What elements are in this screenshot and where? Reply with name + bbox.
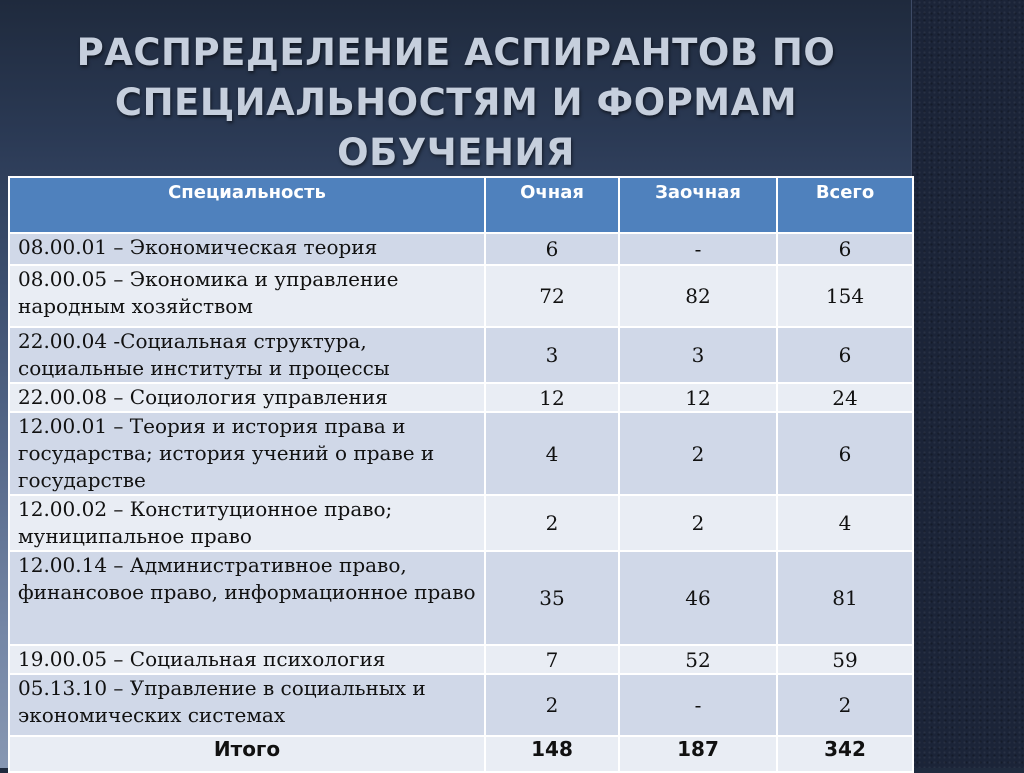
title-line-1: РАСПРЕДЕЛЕНИЕ АСПИРАНТОВ ПО	[76, 31, 836, 74]
cell-part-time: -	[619, 233, 777, 265]
cell-total: 6	[777, 412, 913, 495]
cell-part-time: 82	[619, 265, 777, 327]
table-row	[9, 495, 913, 551]
cell-full-time: 3	[485, 327, 619, 383]
cell-part-time: 12	[619, 383, 777, 412]
table-row	[9, 233, 913, 265]
cell-total: 24	[777, 383, 913, 412]
table-row	[9, 412, 913, 495]
cell-total: 154	[777, 265, 913, 327]
cell-total: 6	[777, 233, 913, 265]
graduate-students-table	[8, 176, 914, 773]
cell-specialty: 12.00.14 – Административное право, финансовое право, информационное право	[9, 551, 485, 645]
cell-part-time: 3	[619, 327, 777, 383]
decorative-side-panel	[911, 0, 1024, 768]
cell-total: 59	[777, 645, 913, 674]
total-label: Итого	[9, 736, 485, 772]
cell-full-time: 4	[485, 412, 619, 495]
cell-part-time: -	[619, 674, 777, 736]
cell-specialty: 08.00.01 – Экономическая теория	[9, 233, 485, 265]
cell-full-time: 7	[485, 645, 619, 674]
slide-title	[0, 28, 912, 178]
header-total: Всего	[777, 177, 913, 233]
cell-total: 6	[777, 327, 913, 383]
total-all: 342	[777, 736, 913, 772]
cell-total: 4	[777, 495, 913, 551]
cell-specialty: 22.00.08 – Социология управления	[9, 383, 485, 412]
table-row	[9, 327, 913, 383]
table-header-row	[9, 177, 913, 233]
cell-specialty: 19.00.05 – Социальная психология	[9, 645, 485, 674]
cell-full-time: 6	[485, 233, 619, 265]
cell-full-time: 2	[485, 674, 619, 736]
cell-specialty: 12.00.01 – Теория и история права и государства; история учений о праве и государстве	[9, 412, 485, 495]
table-row	[9, 674, 913, 736]
table-row	[9, 265, 913, 327]
title-line-2: СПЕЦИАЛЬНОСТЯМ И ФОРМАМ ОБУЧЕНИЯ	[114, 81, 798, 174]
total-part-time: 187	[619, 736, 777, 772]
table-total-row	[9, 736, 913, 772]
cell-part-time: 2	[619, 495, 777, 551]
cell-full-time: 2	[485, 495, 619, 551]
table-row	[9, 645, 913, 674]
header-specialty: Специальность	[9, 177, 485, 233]
cell-full-time: 12	[485, 383, 619, 412]
cell-specialty: 12.00.02 – Конституционное право; муниципальное право	[9, 495, 485, 551]
header-part-time: Заочная	[619, 177, 777, 233]
table-row	[9, 551, 913, 645]
cell-part-time: 46	[619, 551, 777, 645]
cell-specialty: 08.00.05 – Экономика и управление народным хозяйством	[9, 265, 485, 327]
cell-part-time: 2	[619, 412, 777, 495]
cell-specialty: 05.13.10 – Управление в социальных и экономических системах	[9, 674, 485, 736]
cell-full-time: 72	[485, 265, 619, 327]
cell-total: 81	[777, 551, 913, 645]
cell-full-time: 35	[485, 551, 619, 645]
table-row	[9, 383, 913, 412]
header-full-time: Очная	[485, 177, 619, 233]
cell-specialty: 22.00.04 -Социальная структура, социальные институты и процессы	[9, 327, 485, 383]
cell-part-time: 52	[619, 645, 777, 674]
total-full-time: 148	[485, 736, 619, 772]
cell-total: 2	[777, 674, 913, 736]
